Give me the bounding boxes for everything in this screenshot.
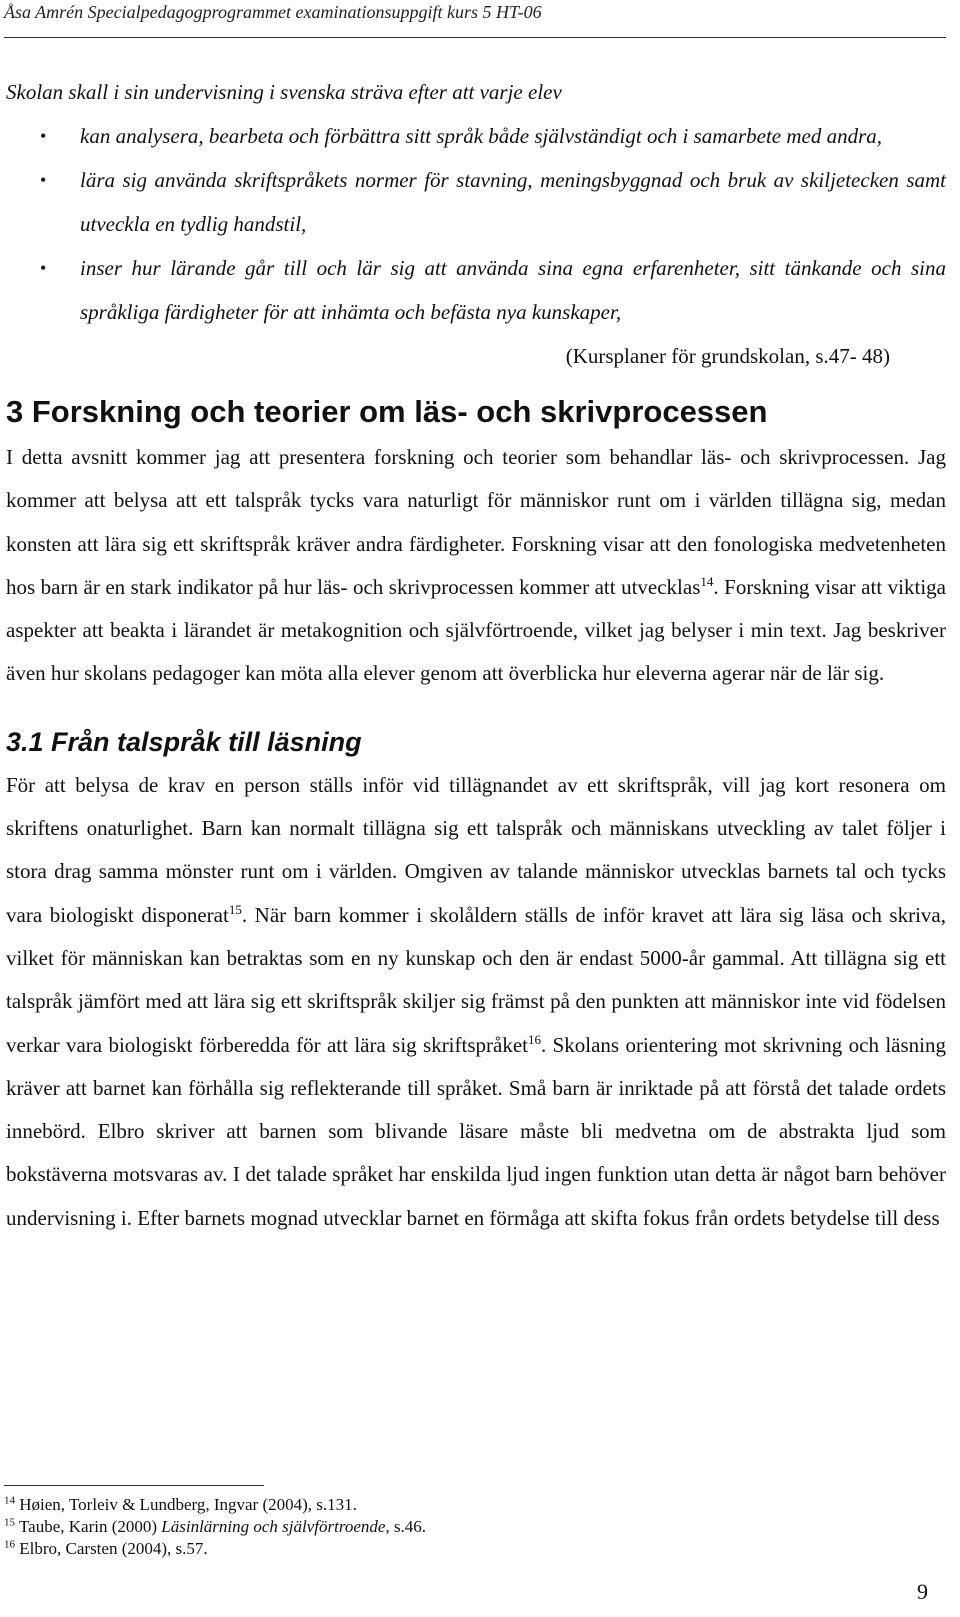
- bullet-icon: •: [40, 126, 47, 146]
- goal-item-text: inser hur lärande går till och lär sig att använda sina egna erfarenheter, sitt tänkande och sina språkliga färdigheter för att inhämta och befästa nya kunskaper,: [80, 256, 946, 324]
- footnote-title: Läsinlärning och självförtroende: [161, 1517, 386, 1536]
- goal-item: [6, 246, 946, 334]
- section-paragraph: [6, 436, 946, 696]
- bullet-icon: •: [40, 258, 47, 278]
- paragraph-text: För att belysa de krav en person ställs inför vid tillägnandet av ett skriftspråk, vill jag kort resonera om skriftens onaturlighet. Barn kan normalt tillägna sig ett talspråk och människans utveckling av talet följer i stora drag samma mönster runt om i världen. Omgiven av talande människor utvecklas barnets tal och tycks vara biologiskt disponerat: [6, 772, 946, 927]
- main-content: [6, 70, 946, 1240]
- goal-item-text: lära sig använda skriftspråkets normer för stavning, meningsbyggnad och bruk av skiljetecken samt utveckla en tydlig handstil,: [80, 168, 946, 236]
- header-divider: [4, 37, 946, 38]
- goal-item: [6, 114, 946, 158]
- paragraph-text: . Forskning visar att viktiga aspekter att beakta i lärandet är metakognition och självförtroende, vilket jag belyser i min text. Jag beskriver även hur skolans pedagoger kan möta alla elever genom att överblicka hur eleverna agerar när de lär sig.: [6, 574, 946, 686]
- footnote: [4, 1516, 426, 1538]
- footnote-ref[interactable]: 16: [527, 1031, 541, 1047]
- footnote-text: Elbro, Carsten (2004), s.57.: [19, 1539, 208, 1558]
- goal-list: [6, 114, 946, 334]
- quote-intro: Skolan skall i sin undervisning i svenska sträva efter att varje elev: [6, 80, 562, 104]
- footnote-text: Taube, Karin (2000): [18, 1517, 162, 1536]
- paragraph-text: I detta avsnitt kommer jag att presentera forskning och teorier som behandlar läs- och skrivprocessen. Jag kommer att belysa att ett talspråk tycks vara naturligt för människor runt om i världen tillägna sig, medan konsten att lära sig ett skriftspråk kräver andra färdigheter. Forskning visar att den fonologiska medvetenheten hos barn är en stark indikator på hur läs- och skrivprocessen kommer att utvecklas: [6, 445, 946, 599]
- paragraph-text: . När barn kommer i skolåldern ställs de inför kravet att lära sig läsa och skriva, vilket för människan kan betraktas som en ny kunskap och den är endast 5000-år gammal. Att tillägna sig ett talspråk jämfört med att lära sig ett skriftspråk skiljer sig främst på den punkten att människor inte vid födelsen verkar vara biologiskt förberedda för att lära sig skriftspråket: [6, 902, 946, 1057]
- footnote-number: 16: [4, 1538, 15, 1551]
- footnotes: [4, 1494, 426, 1560]
- footnote-text-after: , s.46.: [385, 1517, 427, 1536]
- footnote-number: 14: [4, 1494, 15, 1507]
- running-header: Åsa Amrén Specialpedagogprogrammet examinationsuppgift kurs 5 HT-06: [4, 2, 542, 22]
- subsection-heading: 3.1 Från talspråk till läsning: [6, 726, 362, 757]
- footnote: [4, 1494, 426, 1516]
- footnote-ref[interactable]: 15: [228, 901, 242, 917]
- quote-citation: (Kursplaner för grundskolan, s.47- 48): [565, 344, 890, 368]
- section-heading: 3 Forskning och teorier om läs- och skrivprocessen: [6, 394, 768, 429]
- footnote-ref[interactable]: 14: [700, 573, 714, 589]
- page-number: 9: [917, 1579, 928, 1604]
- footnote-number: 15: [4, 1516, 15, 1529]
- goal-item: [6, 158, 946, 246]
- paragraph-text: . Skolans orientering mot skrivning och läsning kräver att barnet kan förhålla sig reflekterande till språket. Små barn är inriktade på att förstå det talade ordets innebörd. Elbro skriver att barnen som blivande läsare måste bli medvetna om de abstrakta ljud som bokstäverna motsvaras av. I det talade språket har enskilda ljud ingen funktion utan detta är något barn behöver undervisning i. Efter barnets mognad utvecklar barnet en förmåga att skifta fokus från ordets betydelse till dess: [6, 1032, 946, 1230]
- footnote-divider: [4, 1485, 264, 1486]
- goal-item-text: kan analysera, bearbeta och förbättra sitt språk både självständigt och i samarbete med andra,: [80, 124, 883, 148]
- subsection-paragraph: [6, 764, 946, 1240]
- footnote-text: Høien, Torleiv & Lundberg, Ingvar (2004), s.131.: [19, 1495, 357, 1514]
- bullet-icon: •: [40, 170, 47, 190]
- footnote: [4, 1538, 426, 1560]
